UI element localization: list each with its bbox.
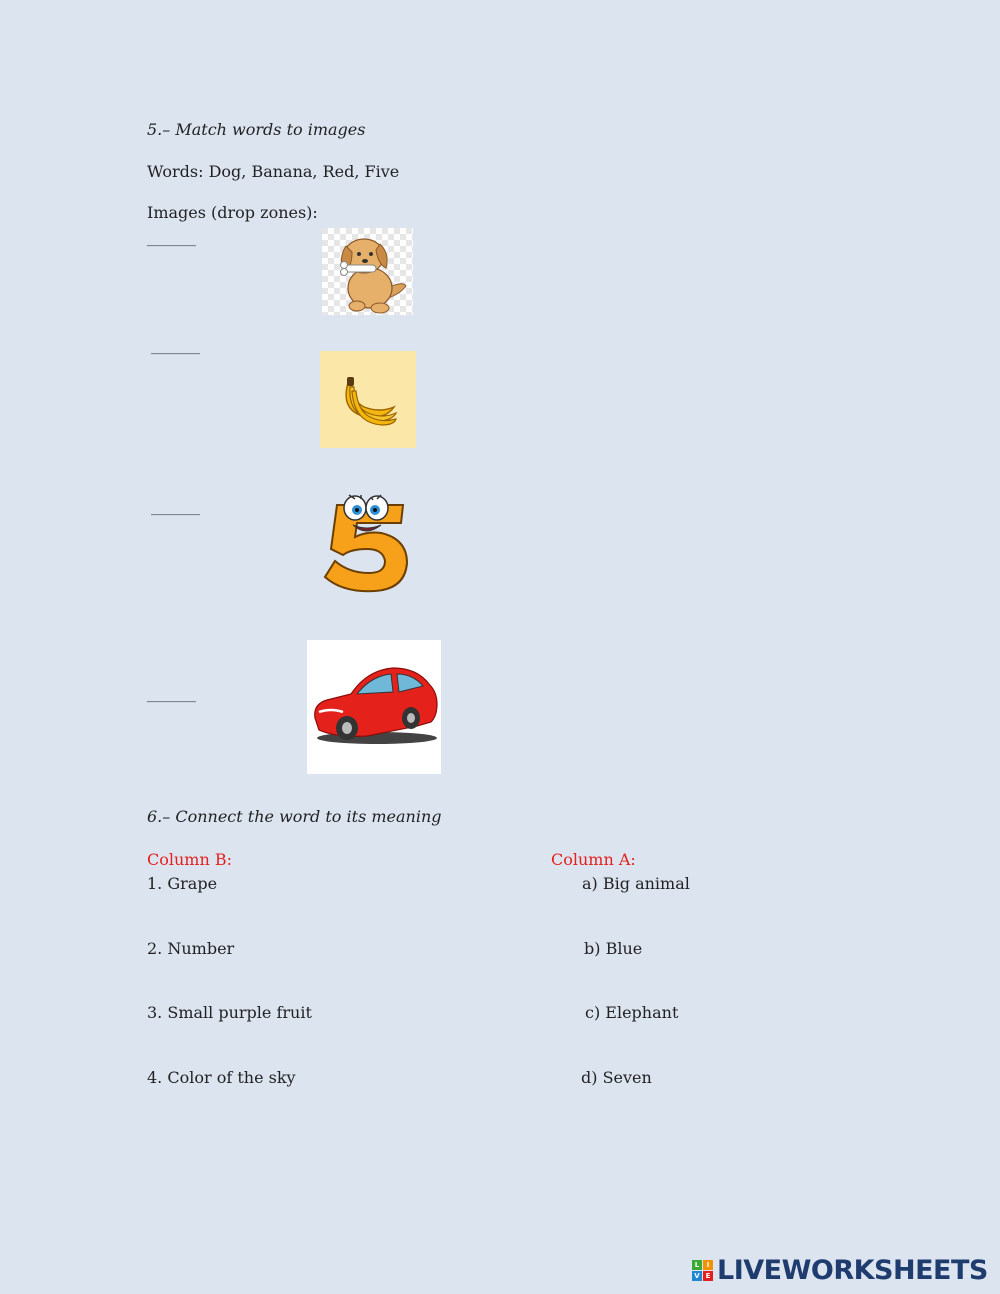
liveworksheets-logo [692,1254,988,1286]
dog-image [322,228,413,315]
logo-letter-l: L [692,1260,702,1270]
column-b-item-3[interactable]: 3. Small purple fruit [147,1003,312,1022]
logo-letter-i: I [703,1260,713,1270]
column-b-item-4[interactable]: 4. Color of the sky [147,1068,296,1087]
images-line: Images (drop zones): [147,203,318,222]
logo-letter-e: E [703,1271,713,1281]
drop-zone-blank-2[interactable]: _______ [151,339,200,355]
column-b-header: Column B: [147,850,233,869]
red-car-image [307,640,441,774]
column-a-item-b[interactable]: b) Blue [584,939,643,958]
logo-blocks-icon [692,1260,713,1281]
column-b-item-2[interactable]: 2. Number [147,939,235,958]
column-a-header: Column A: [551,850,636,869]
section-6-title: 6.– Connect the word to its meaning [147,807,442,826]
section-5-title: 5.– Match words to images [147,120,366,139]
column-b-item-1[interactable]: 1. Grape [147,874,218,893]
number-five-image [321,493,415,595]
column-a-item-a[interactable]: a) Big animal [582,874,690,893]
banana-image [320,351,416,448]
column-a-item-c[interactable]: c) Elephant [585,1003,679,1022]
words-line: Words: Dog, Banana, Red, Five [147,162,400,181]
drop-zone-blank-4[interactable]: _______ [147,687,196,703]
column-a-item-d[interactable]: d) Seven [581,1068,652,1087]
logo-letter-v: V [692,1271,702,1281]
logo-text: LIVEWORKSHEETS [717,1254,988,1286]
drop-zone-blank-3[interactable]: _______ [151,500,200,516]
drop-zone-blank-1[interactable]: _______ [147,231,196,247]
